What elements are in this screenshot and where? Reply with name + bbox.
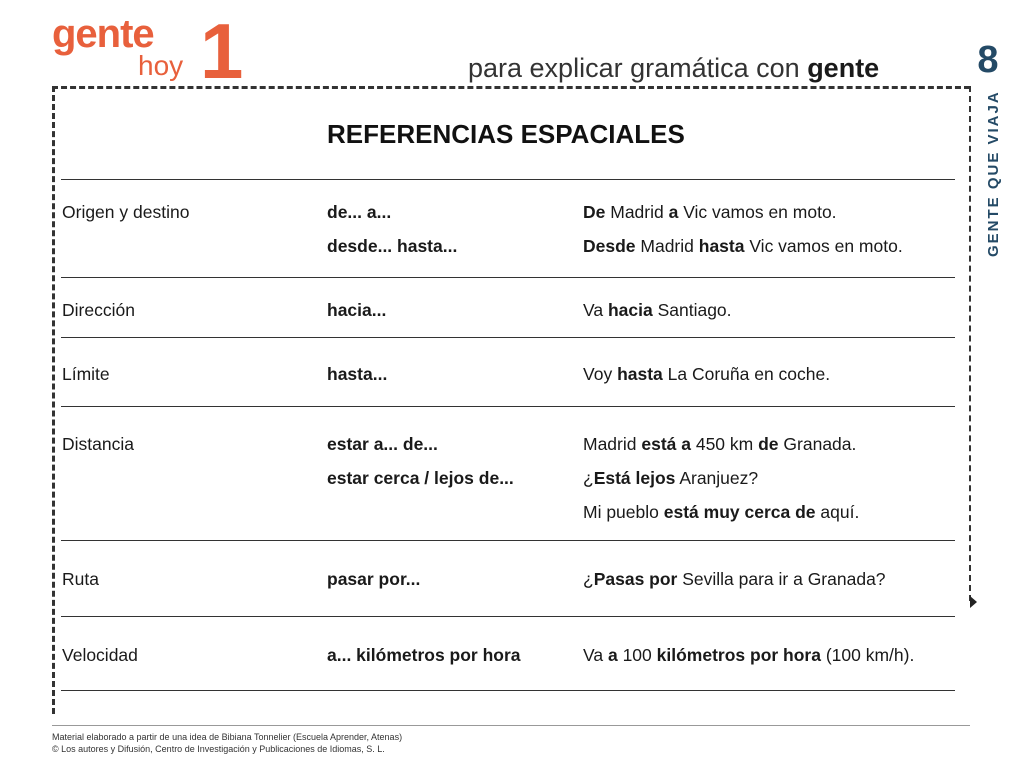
row-example (583, 501, 859, 523)
unit-title: GENTE QUE VIAJA (985, 90, 1002, 257)
example-highlight: Está lejos (593, 468, 676, 488)
row-category: Dirección (62, 300, 135, 320)
example-text: Voy (583, 364, 618, 384)
row-category: Distancia (62, 434, 134, 454)
logo-number: 1 (200, 7, 240, 95)
example-text: Santiago. (652, 300, 732, 320)
example-highlight: está muy cerca de (663, 502, 816, 522)
row-example (583, 467, 758, 489)
row-form: de... a... (327, 202, 392, 222)
table-divider (61, 179, 955, 180)
row-category: Origen y destino (62, 202, 190, 222)
subtitle-brand: gente (807, 53, 880, 83)
example-text: Va (583, 645, 608, 665)
example-highlight: De (583, 202, 606, 222)
row-example (583, 201, 837, 223)
example-text: Sevilla para ir a Granada? (677, 569, 886, 589)
table-divider (61, 277, 955, 278)
subtitle-prefix: para explicar gramática con (468, 53, 800, 83)
footer (52, 731, 402, 755)
example-text: Vic vamos en moto. (744, 236, 903, 256)
example-highlight: kilómetros por hora (656, 645, 821, 665)
page-title: REFERENCIAS ESPACIALES (327, 119, 685, 149)
example-text: Mi pueblo (583, 502, 664, 522)
example-highlight: de (758, 434, 779, 454)
table-divider (61, 690, 955, 691)
example-highlight: hasta (698, 236, 745, 256)
gente-hoy-logo (52, 7, 252, 95)
row-form: desde... hasta... (327, 236, 458, 256)
arrow-right-icon (970, 596, 977, 608)
example-text: Aranjuez? (675, 468, 759, 488)
dashed-frame (52, 86, 970, 714)
example-text: 450 km (690, 434, 759, 454)
example-text: aquí. (815, 502, 860, 522)
row-category: Límite (62, 364, 110, 384)
dashed-frame-right (969, 86, 971, 601)
example-text: Madrid (605, 202, 669, 222)
row-example (583, 644, 914, 666)
row-example (583, 299, 732, 321)
example-text: Vic vamos en moto. (678, 202, 837, 222)
example-highlight: a (668, 202, 679, 222)
example-text: Madrid (635, 236, 699, 256)
row-example (583, 568, 886, 590)
example-highlight: está a (641, 434, 691, 454)
example-highlight: a (607, 645, 618, 665)
table-divider (61, 540, 955, 541)
row-category: Ruta (62, 569, 99, 589)
row-form: estar a... de... (327, 434, 438, 454)
example-text: Granada. (778, 434, 857, 454)
row-form: a... kilómetros por hora (327, 645, 521, 665)
row-form: hacia... (327, 300, 387, 320)
logo-word-hoy: hoy (138, 50, 184, 81)
unit-number: 8 (977, 39, 999, 81)
logo-word-gente: gente (52, 12, 154, 56)
example-highlight: hacia (607, 300, 653, 320)
example-highlight: hasta (617, 364, 663, 384)
footer-credit: Material elaborado a partir de una idea de Bibiana Tonnelier (Escuela Aprender, Atenas) (52, 732, 403, 742)
row-example (583, 433, 856, 455)
example-highlight: Pasas por (593, 569, 678, 589)
example-text: Va (583, 300, 608, 320)
table-divider (61, 337, 955, 338)
example-text: La Coruña en coche. (662, 364, 831, 384)
example-text: Madrid (583, 434, 642, 454)
row-example (583, 363, 830, 385)
example-highlight: Desde (583, 236, 636, 256)
example-text: 100 (617, 645, 657, 665)
row-form: pasar por... (327, 569, 421, 589)
footer-divider (52, 725, 970, 726)
row-form: hasta... (327, 364, 388, 384)
example-text: ¿ (583, 569, 594, 589)
table-divider (61, 406, 955, 407)
example-text: (100 km/h). (820, 645, 915, 665)
header-subtitle (468, 52, 879, 84)
table-divider (61, 616, 955, 617)
footer-copyright: © Los autores y Difusión, Centro de Investigación y Publicaciones de Idiomas, S. L. (52, 744, 385, 754)
row-form: estar cerca / lejos de... (327, 468, 514, 488)
row-category: Velocidad (62, 645, 138, 665)
example-text: ¿ (583, 468, 594, 488)
row-example (583, 235, 903, 257)
